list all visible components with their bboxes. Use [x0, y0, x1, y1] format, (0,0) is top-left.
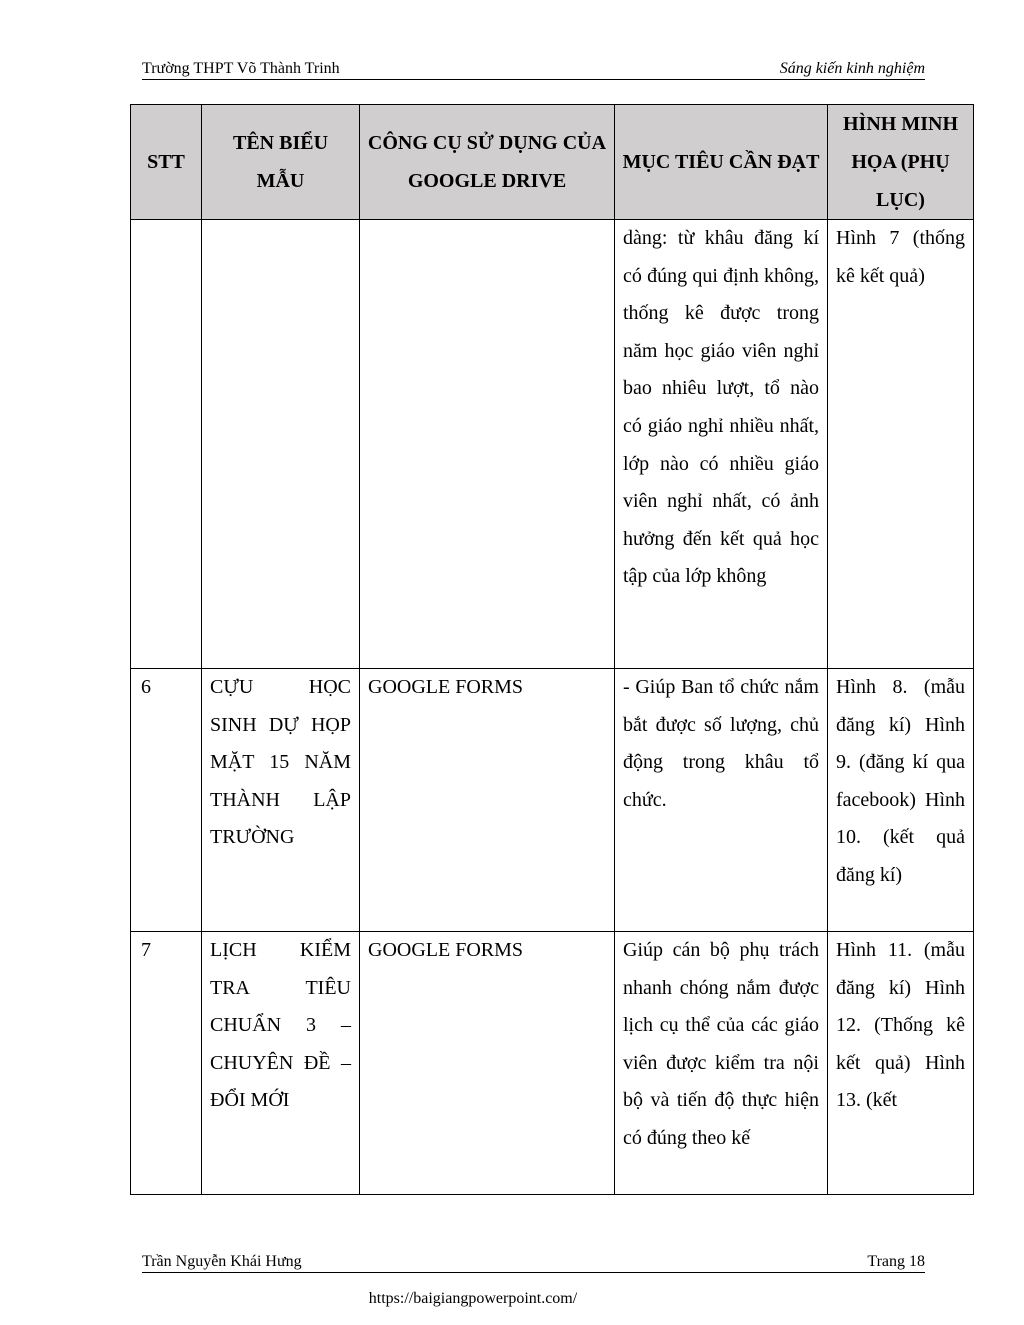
- cell-name: LỊCH KIỂM TRA TIÊU CHUẨN 3 – CHUYÊN ĐỀ – ĐỔI MỚI: [202, 932, 360, 1195]
- cell-figure: Hình 11. (mẫu đăng kí) Hình 12. (Thống kê kết quả) Hình 13. (kết: [828, 932, 974, 1195]
- document-type: Sáng kiến kinh nghiệm: [779, 60, 925, 77]
- school-name: Trường THPT Võ Thành Trinh: [142, 60, 340, 77]
- forms-table: [130, 104, 974, 1195]
- source-url: https://baigiangpowerpoint.com/: [368, 1290, 578, 1307]
- col-header-tool: CÔNG CỤ SỬ DỤNG CỦA GOOGLE DRIVE: [360, 105, 615, 220]
- author-name: Trần Nguyễn Khái Hưng: [142, 1253, 302, 1270]
- cell-goal: Giúp cán bộ phụ trách nhanh chóng nắm được lịch cụ thể của các giáo viên được kiểm tra nội bộ và tiến độ thực hiện có đúng theo kế: [615, 932, 828, 1195]
- page-footer: [142, 1253, 925, 1273]
- cell-tool: GOOGLE FORMS: [360, 932, 615, 1195]
- col-header-stt: STT: [131, 105, 202, 220]
- cell-figure: Hình 7 (thống kê kết quả): [828, 220, 974, 669]
- cell-figure: Hình 8. (mẫu đăng kí) Hình 9. (đăng kí qua facebook) Hình 10. (kết quả đăng kí): [828, 669, 974, 932]
- cell-name: CỰU HỌC SINH DỰ HỌP MẶT 15 NĂM THÀNH LẬP TRƯỜNG: [202, 669, 360, 932]
- cell-name: [202, 220, 360, 669]
- page-header: [142, 60, 925, 80]
- page-number: Trang 18: [867, 1253, 925, 1270]
- table-row: [131, 220, 974, 669]
- table-row: [131, 669, 974, 932]
- col-header-goal: MỤC TIÊU CẦN ĐẠT: [615, 105, 828, 220]
- col-header-name: TÊN BIỂU MẪU: [202, 105, 360, 220]
- cell-stt: 7: [131, 932, 202, 1195]
- cell-stt: 6: [131, 669, 202, 932]
- table-row: [131, 932, 974, 1195]
- col-header-figure: HÌNH MINH HỌA (PHỤ LỤC): [828, 105, 974, 220]
- cell-goal: - Giúp Ban tổ chức nắm bắt được số lượng, chủ động trong khâu tổ chức.: [615, 669, 828, 932]
- cell-tool: GOOGLE FORMS: [360, 669, 615, 932]
- cell-tool: [360, 220, 615, 669]
- cell-goal: dàng: từ khâu đăng kí có đúng qui định không, thống kê được trong năm học giáo viên nghỉ bao nhiêu lượt, tổ nào có giáo nghỉ nhiều nhất, lớp nào có nhiều giáo viên nghỉ nhất, có ảnh hưởng đến kết quả học tập của lớp không: [615, 220, 828, 669]
- cell-stt: [131, 220, 202, 669]
- table-header-row: [131, 105, 974, 220]
